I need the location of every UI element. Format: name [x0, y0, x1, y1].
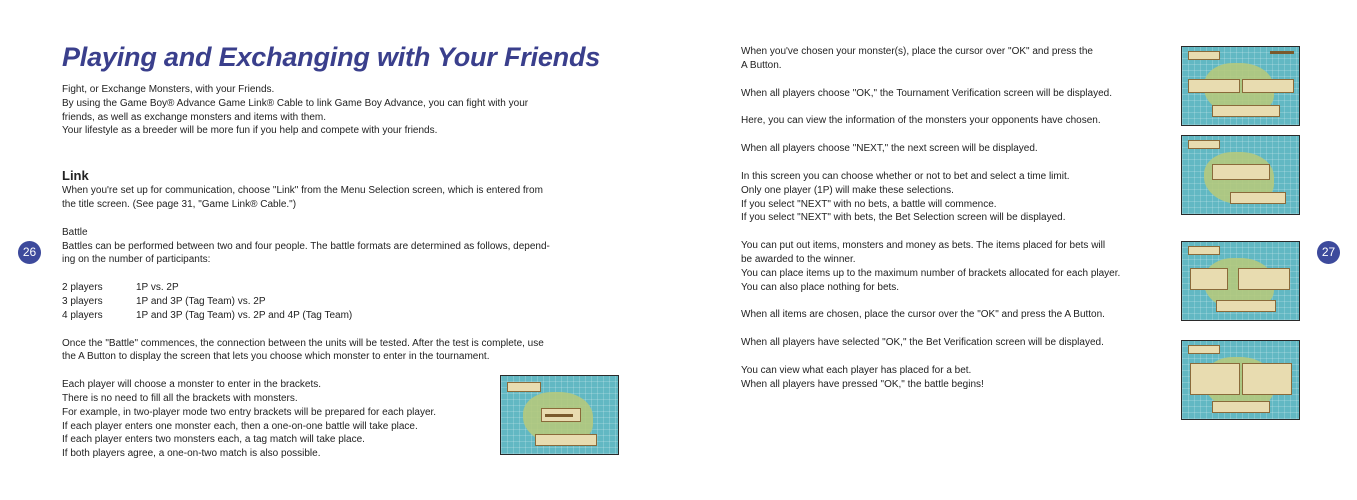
player-count: 2 players [62, 282, 103, 294]
right-text-line: When all players have selected "OK," the Bet Verification screen will be displayed. [741, 337, 1104, 349]
right-text-line: You can place items up to the maximum number of brackets allocated for each player. [741, 267, 1121, 279]
battle-text-line: Battles can be performed between two and four people. The battle formats are determined as follows, depend- [62, 240, 550, 252]
bet-verification-screenshot [1181, 340, 1300, 420]
battle-commence-line: the A Button to display the screen that lets you choose which monster to enter in the tournament. [62, 351, 490, 363]
player-format-table [62, 281, 622, 322]
link-text-line: When you're set up for communication, choose "Link" from the Menu Selection screen, which is entered from [62, 185, 543, 197]
battle-text-line: ing on the number of participants: [62, 254, 211, 266]
link-heading: Link [62, 168, 89, 184]
page-title: Playing and Exchanging with Your Friends [62, 42, 601, 72]
paragraph-gap [741, 73, 1171, 87]
paragraph-gap [741, 294, 1171, 308]
intro-line: friends, as well as exchange monsters and items with them. [62, 111, 327, 123]
right-text-line: When all items are chosen, place the cursor over the "OK" and press the A Button. [741, 309, 1105, 321]
battle-commence-line: Once the "Battle" commences, the connection between the units will be tested. After the test is complete, use [62, 337, 544, 349]
player-format: 1P and 3P (Tag Team) vs. 2P and 4P (Tag Team) [136, 309, 353, 321]
bet-selection-screenshot [1181, 241, 1300, 321]
brackets-line: For example, in two-player mode two entry brackets will be prepared for each player. [62, 406, 437, 418]
right-text-line: When all players choose "NEXT," the next screen will be displayed. [741, 143, 1038, 155]
player-count: 4 players [62, 309, 103, 321]
link-text-line: the title screen. (See page 31, "Game Link® Cable.") [62, 198, 297, 210]
entry-selection-screenshot [500, 375, 619, 455]
paragraph-gap [741, 350, 1171, 364]
player-format: 1P vs. 2P [136, 282, 179, 294]
intro-line: Fight, or Exchange Monsters, with your Friends. [62, 84, 275, 95]
player-count: 3 players [62, 295, 103, 307]
paragraph-gap [741, 128, 1171, 142]
right-text-line: When you've chosen your monster(s), place the cursor over "OK" and press the [741, 46, 1093, 57]
right-text-line: If you select "NEXT" with bets, the Bet Selection screen will be displayed. [741, 212, 1066, 224]
tournament-verification-screenshot [1181, 46, 1300, 126]
right-text-line: A Button. [741, 59, 782, 71]
page-number-right: 27 [1317, 241, 1340, 264]
paragraph-gap [741, 156, 1171, 170]
brackets-line: If both players agree, a one-on-two match is also possible. [62, 448, 321, 460]
right-text-line: If you select "NEXT" with no bets, a battle will commence. [741, 198, 997, 210]
battle-heading: Battle [62, 226, 88, 238]
right-text-line: You can put out items, monsters and money as bets. The items placed for bets will [741, 240, 1106, 252]
brackets-line: Each player will choose a monster to enter in the brackets. [62, 379, 322, 391]
right-column [741, 45, 1171, 392]
right-text-line: Only one player (1P) will make these selections. [741, 184, 954, 196]
right-text-line: be awarded to the winner. [741, 253, 856, 265]
player-format: 1P and 3P (Tag Team) vs. 2P [136, 295, 266, 307]
right-text-line: You can also place nothing for bets. [741, 281, 900, 293]
brackets-line: There is no need to fill all the brackets with monsters. [62, 392, 298, 404]
bet-settings-screenshot [1181, 135, 1300, 215]
intro-line: Your lifestyle as a breeder will be more fun if you help and compete with your friends. [62, 125, 438, 137]
paragraph-gap [741, 225, 1171, 239]
brackets-line: If each player enters one monster each, then a one-on-one battle will take place. [62, 420, 418, 432]
brackets-line: If each player enters two monsters each, a tag match will take place. [62, 434, 365, 446]
paragraph-gap [741, 322, 1171, 336]
page-number-left: 26 [18, 241, 41, 264]
right-text-line: You can view what each player has placed for a bet. [741, 364, 972, 376]
right-text-line: In this screen you can choose whether or not to bet and select a time limit. [741, 170, 1070, 182]
right-text-line: When all players choose "OK," the Tournament Verification screen will be displayed. [741, 87, 1112, 99]
intro-line: By using the Game Boy® Advance Game Link® Cable to link Game Boy Advance, you can fight with your [62, 97, 529, 109]
right-text-line: When all players have pressed "OK," the battle begins! [741, 378, 984, 390]
right-text-line: Here, you can view the information of the monsters your opponents have chosen. [741, 115, 1101, 127]
paragraph-gap [741, 100, 1171, 114]
